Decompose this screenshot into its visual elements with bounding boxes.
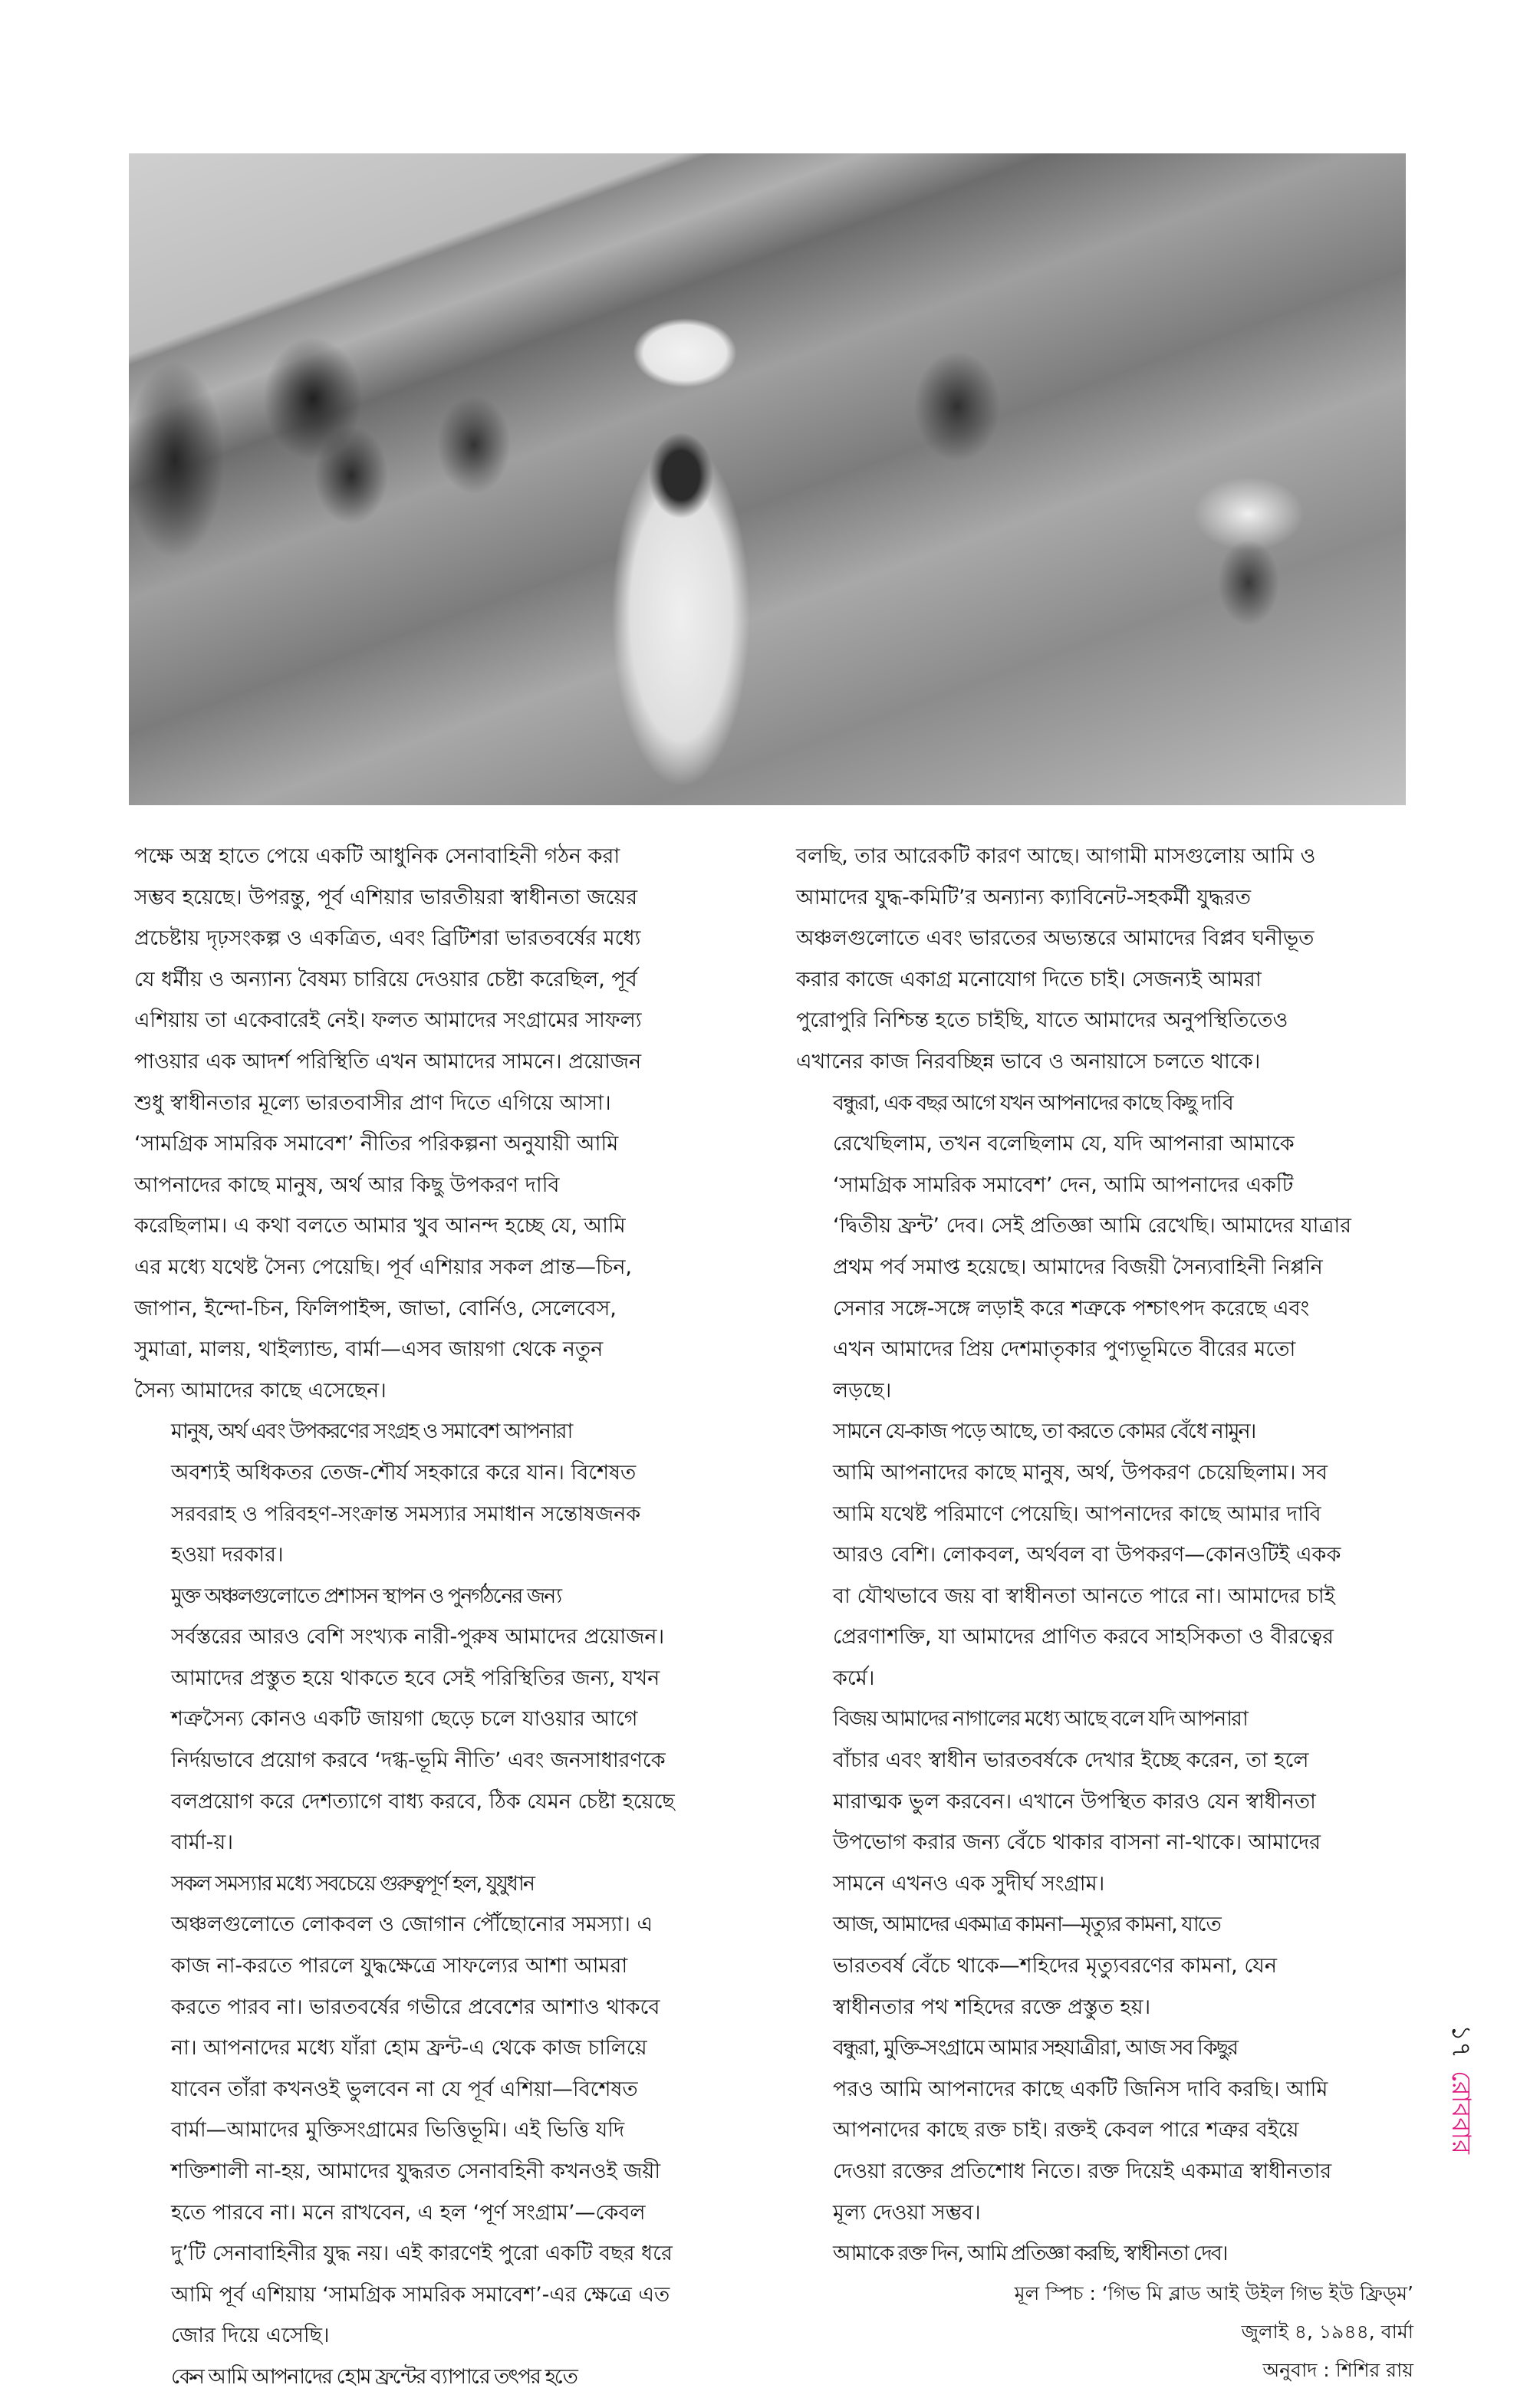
text-line: আমাকে রক্ত দিন, আমি প্রতিজ্ঞা করছি, স্বাধীনতা দেব।: [833, 2242, 1227, 2266]
text-line: ‘দ্বিতীয় ফ্রন্ট’ দেব। সেই প্রতিজ্ঞা আমি রেখেছি। আমাদের যাত্রার: [833, 1214, 1351, 1238]
text-line: মূল্য দেওয়া সম্ভব।: [833, 2200, 981, 2225]
article-paragraph: [796, 1083, 1417, 1412]
article-right-column: [796, 836, 1417, 2275]
text-line: বার্মা-য়।: [171, 1831, 233, 1855]
text-line: ভারতবর্ষ বেঁচে থাকে—শহিদের মৃত্যুবরণের কামনা, যেন: [833, 1954, 1277, 1979]
text-line: পুরোপুরি নিশ্চিন্ত হতে চাইছি, যাতে আমাদের অনুপস্থিতিতেও: [796, 1008, 1288, 1033]
text-line: প্রচেষ্টায় দৃঢ়সংকল্প ও একত্রিত, এবং ব্রিটিশরা ভারতবর্ষের মধ্যে: [134, 926, 641, 951]
text-line: কর্মে।: [833, 1666, 875, 1690]
text-line: সম্ভব হয়েছে। উপরন্তু, পূর্ব এশিয়ার ভারতীয়রা স্বাধীনতা জয়ের: [134, 885, 638, 910]
text-line: করার কাজে একাগ্র মনোযোগ দিতে চাই। সেজন্যই আমরা: [796, 967, 1262, 992]
text-line: বলপ্রয়োগ করে দেশত্যাগে বাধ্য করবে, ঠিক যেমন চেষ্টা হয়েছে: [171, 1789, 675, 1814]
text-line: বা যৌথভাবে জয় বা স্বাধীনতা আনতে পারে না। আমাদের চাই: [833, 1584, 1335, 1608]
text-line: উপভোগ করার জন্য বেঁচে থাকার বাসনা না-থাকে। আমাদের: [833, 1831, 1321, 1855]
text-line: যাবেন তাঁরা কখনওই ভুলবেন না যে পূর্ব এশিয়া—বিশেষত: [171, 2077, 638, 2101]
text-line: আমি পূর্ব এশিয়ায় ‘সামগ্রিক সামরিক সমাবেশ’-এর ক্ষেত্রে এত: [171, 2282, 670, 2307]
text-line: প্রথম পর্ব সমাপ্ত হয়েছে। আমাদের বিজয়ী সৈন্যবাহিনী নিপ্পনি: [833, 1255, 1323, 1279]
text-line: আপনাদের কাছে মানুষ, অর্থ আর কিছু উপকরণ দাবি: [134, 1173, 560, 1197]
text-line: বলছি, তার আরেকটি কারণ আছে। আগামী মাসগুলোয় আমি ও: [796, 844, 1316, 868]
article-paragraph: [796, 836, 1417, 1083]
text-line: ‘সামগ্রিক সামরিক সমাবেশ’ দেন, আমি আপনাদের একটি: [833, 1173, 1294, 1197]
page-number: ১৭: [1446, 2025, 1476, 2059]
text-line: হওয়া দরকার।: [171, 1543, 284, 1567]
text-line: আমাদের প্রস্তুত হয়ে থাকতে হবে সেই পরিস্থিতির জন্য, যখন: [171, 1666, 660, 1690]
text-line: না। আপনাদের মধ্যে যাঁরা হোম ফ্রন্ট-এ থেকে কাজ চালিয়ে: [171, 2036, 647, 2061]
article-paragraph: [796, 2233, 1417, 2275]
article-left-column: [134, 836, 748, 2398]
article-paragraph: [134, 836, 748, 1411]
article-paragraph: [796, 1904, 1417, 2028]
text-line: সামনে এখনও এক সুদীর্ঘ সংগ্রাম।: [833, 1871, 1105, 1896]
text-line: কাজ না-করতে পারলে যুদ্ধক্ষেত্রে সাফল্যের আশা আমরা: [171, 1954, 628, 1979]
text-line: এখন আমাদের প্রিয় দেশমাতৃকার পুণ্যভূমিতে বীরের মতো: [833, 1337, 1296, 1362]
text-line: রেখেছিলাম, তখন বলেছিলাম যে, যদি আপনারা আমাকে: [833, 1132, 1295, 1156]
text-line: দেওয়া রক্তের প্রতিশোধ নিতে। রক্ত দিয়েই একমাত্র স্বাধীনতার: [833, 2160, 1332, 2183]
text-line: করতে পারব না। ভারতবর্ষের গভীরে প্রবেশের আশাও থাকবে: [171, 1995, 660, 2019]
text-line: অবশ্যই অধিকতর তেজ-শৌর্য সহকারে করে যান। বিশেষত: [171, 1460, 637, 1485]
text-line: মানুষ, অর্থ এবং উপকরণের সংগ্রহ ও সমাবেশ আপনারা: [171, 1419, 572, 1444]
text-line: আমাদের যুদ্ধ-কমিটি’র অন্যান্য ক্যাবিনেট-সহকর্মী যুদ্ধরত: [796, 885, 1252, 910]
text-line: পরও আমি আপনাদের কাছে একটি জিনিস দাবি করছি। আমি: [833, 2077, 1328, 2101]
text-line: দু’টি সেনাবাহিনীর যুদ্ধ নয়। এই কারণেই পুরো একটি বছর ধরে: [171, 2242, 673, 2266]
text-line: এখানের কাজ নিরবচ্ছিন্ন ভাবে ও অনায়াসে চলতে থাকে।: [796, 1049, 1261, 1074]
text-line: পাওয়ার এক আদর্শ পরিস্থিতি এখন আমাদের সামনে। প্রয়োজন: [134, 1049, 642, 1074]
text-line: কেন আমি আপনাদের হোম ফ্রন্টের ব্যাপারে তৎপর হতে: [171, 2364, 577, 2389]
text-line: সামনে যে-কাজ পড়ে আছে, তা করতে কোমর বেঁধে নামুন।: [833, 1419, 1255, 1444]
text-line: জাপান, ইন্দো-চিন, ফিলিপাইন্স, জাভা, বোর্নিও, সেলেবেস,: [134, 1296, 617, 1321]
text-line: বাঁচার এবং স্বাধীন ভারতবর্ষকে দেখার ইচ্ছে করেন, তা হলে: [833, 1748, 1309, 1773]
text-line: বিজয় আমাদের নাগালের মধ্যে আছে বলে যদি আপনারা: [833, 1707, 1247, 1732]
text-line: সৈন্য আমাদের কাছে এসেছেন।: [134, 1378, 387, 1403]
text-line: লড়ছে।: [833, 1378, 892, 1403]
text-line: বন্ধুরা, এক বছর আগে যখন আপনাদের কাছে কিছু দাবি: [833, 1090, 1232, 1115]
article-paragraph: [796, 1411, 1417, 1699]
text-line: জোর দিয়ে এসেছি।: [171, 2324, 330, 2348]
text-line: আরও বেশি। লোকবল, অর্থবল বা উপকরণ—কোনওটিই একক: [833, 1543, 1341, 1567]
text-line: হতে পারবে না। মনে রাখবেন, এ হল ‘পূর্ণ সংগ্রাম’—কেবল: [171, 2200, 646, 2225]
original-speech-credit: মূল স্পিচ : ‘গিভ মি ব্লাড আই উইল গিভ ইউ ফ্রিড্‌ম’: [1014, 2282, 1413, 2304]
article-paragraph: [134, 2357, 748, 2398]
text-line: শক্তিশালী না-হয়, আমাদের যুদ্ধরত সেনাবহিনী কখনওই জয়ী: [171, 2160, 661, 2183]
text-line: শুধু স্বাধীনতার মূল্যে ভারতবাসীর প্রাণ দিতে এগিয়ে আসা।: [134, 1090, 611, 1115]
page-margin-label: [1446, 2025, 1476, 2154]
text-line: পক্ষে অস্ত্র হাতে পেয়ে একটি আধুনিক সেনাবাহিনী গঠন করা: [134, 844, 620, 868]
text-line: আপনাদের কাছে রক্ত চাই। রক্তই কেবল পারে শত্রুর বইয়ে: [833, 2118, 1299, 2143]
text-line: বন্ধুরা, মুক্তি-সংগ্রামে আমার সহযাত্রীরা, আজ সব কিছুর: [833, 2036, 1237, 2061]
text-line: আমি যথেষ্ট পরিমাণে পেয়েছি। আপনাদের কাছে আমার দাবি: [833, 1502, 1321, 1526]
text-line: শত্রুসৈন্য কোনও একটি জায়গা ছেড়ে চলে যাওয়ার আগে: [171, 1707, 638, 1732]
text-line: সরবরাহ ও পরিবহণ-সংক্রান্ত সমস্যার সমাধান সন্তোষজনক: [171, 1502, 641, 1526]
text-line: ‘সামগ্রিক সামরিক সমাবেশ’ নীতির পরিকল্পনা অনুযায়ী আমি: [134, 1132, 619, 1156]
text-line: নির্দয়ভাবে প্রয়োগ করবে ‘দগ্ধ-ভূমি নীতি’ এবং জনসাধারণকে: [171, 1748, 666, 1773]
speech-date-place: জুলাই ৪, ১৯৪৪, বার্মা: [1241, 2321, 1413, 2343]
text-line: সকল সমস্যার মধ্যে সবচেয়ে গুরুত্বপূর্ণ হল, যুযুধান: [171, 1871, 534, 1896]
article-paragraph: [134, 1411, 748, 1575]
article-paragraph: [796, 2028, 1417, 2233]
text-line: যে ধর্মীয় ও অন্যান্য বৈষম্য চারিয়ে দেওয়ার চেষ্টা করেছিল, পূর্ব: [134, 967, 637, 992]
text-line: অঞ্চলগুলোতে লোকবল ও জোগান পৌঁছোনোর সমস্যা। এ: [171, 1913, 653, 1937]
text-line: আজ, আমাদের একমাত্র কামনা—মৃত্যুর কামনা, যাতে: [833, 1913, 1220, 1937]
text-line: মুক্ত অঞ্চলগুলোতে প্রশাসন স্থাপন ও পুনর্গঠনের জন্য: [171, 1584, 561, 1608]
text-line: করেছিলাম। এ কথা বলতে আমার খুব আনন্দ হচ্ছে যে, আমি: [134, 1214, 626, 1238]
text-line: সর্বস্তরের আরও বেশি সংখ্যক নারী-পুরুষ আমাদের প্রয়োজন।: [171, 1625, 665, 1650]
text-line: স্বাধীনতার পথ শহিদের রক্তে প্রস্তুত হয়।: [833, 1995, 1151, 2019]
article-paragraph: [134, 1863, 748, 2357]
translator-credit: অনুবাদ : শিশির রায়: [1262, 2359, 1413, 2381]
text-line: মারাত্মক ভুল করবেন। এখানে উপস্থিত কারও যেন স্বাধীনতা: [833, 1789, 1316, 1814]
article-paragraph: [134, 1576, 748, 1863]
magazine-name: রোববার: [1446, 2071, 1476, 2154]
text-line: আমি আপনাদের কাছে মানুষ, অর্থ, উপকরণ চেয়েছিলাম। সব: [833, 1460, 1328, 1485]
article-photo: [129, 153, 1406, 805]
text-line: এর মধ্যে যথেষ্ট সৈন্য পেয়েছি। পূর্ব এশিয়ার সকল প্রান্ত—চিন,: [134, 1255, 633, 1279]
text-line: বার্মা—আমাদের মুক্তিসংগ্রামের ভিত্তিভূমি। এই ভিত্তি যদি: [171, 2118, 625, 2143]
text-line: সেনার সঙ্গে-সঙ্গে লড়াই করে শত্রুকে পশ্চাৎপদ করেছে এবং: [833, 1296, 1310, 1321]
article-paragraph: [796, 1699, 1417, 1904]
text-line: সুমাত্রা, মালয়, থাইল্যান্ড, বার্মা—এসব জায়গা থেকে নতুন: [134, 1337, 604, 1362]
text-line: প্রেরণাশক্তি, যা আমাদের প্রাণিত করবে সাহসিকতা ও বীরত্বের: [833, 1625, 1334, 1650]
text-line: অঞ্চলগুলোতে এবং ভারতের অভ্যন্তরে আমাদের বিপ্লব ঘনীভূত: [796, 926, 1315, 951]
text-line: এশিয়ায় তা একেবারেই নেই। ফলত আমাদের সংগ্রামের সাফল্য: [134, 1008, 642, 1033]
